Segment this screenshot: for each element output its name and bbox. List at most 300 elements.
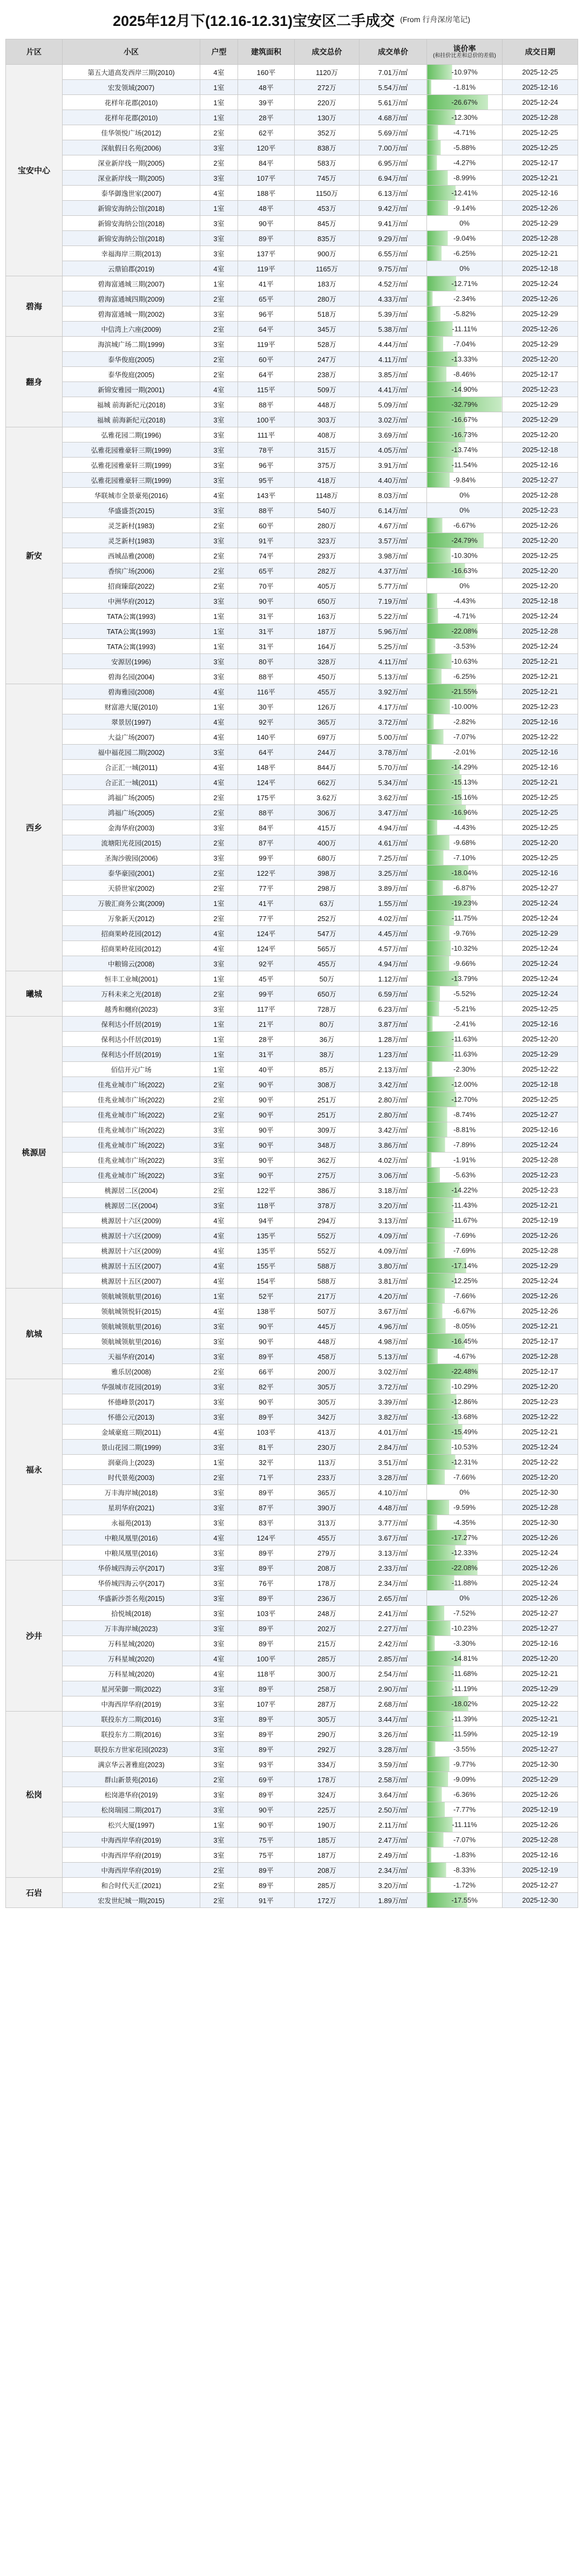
- date-cell: 2025-12-18: [503, 594, 578, 609]
- unit-price-cell: 4.94万/㎡: [360, 820, 427, 835]
- date-cell: 2025-12-26: [503, 1817, 578, 1832]
- table-row: [6, 1364, 578, 1379]
- date-cell: 2025-12-26: [503, 1591, 578, 1606]
- community-cell: 金域豪庭三期(2011): [63, 1425, 200, 1440]
- area-cell: 122平: [238, 1183, 295, 1198]
- layout-cell: 2室: [200, 911, 238, 926]
- table-row: [6, 503, 578, 518]
- total-price-cell: 208万: [295, 1863, 360, 1878]
- total-price-cell: 323万: [295, 533, 360, 548]
- discount-cell: -12.86%: [427, 1394, 503, 1409]
- community-cell: 鸿福广场(2005): [63, 790, 200, 805]
- discount-cell: -3.55%: [427, 1742, 503, 1757]
- total-price-cell: 507万: [295, 1304, 360, 1319]
- area-cell: 94平: [238, 1213, 295, 1228]
- unit-price-cell: 4.05万/㎡: [360, 442, 427, 458]
- date-cell: 2025-12-23: [503, 382, 578, 397]
- table-row: [6, 1198, 578, 1213]
- total-price-cell: 386万: [295, 1183, 360, 1198]
- layout-cell: 3室: [200, 1787, 238, 1802]
- discount-header-note: (和挂价比差和总价的差值): [433, 52, 496, 59]
- total-price-cell: 838万: [295, 140, 360, 155]
- table-row: [6, 1727, 578, 1742]
- discount-cell: -5.63%: [427, 1168, 503, 1183]
- total-price-cell: 280万: [295, 291, 360, 306]
- table-row: [6, 684, 578, 699]
- community-cell: 鸿福广场(2005): [63, 805, 200, 820]
- total-price-cell: 845万: [295, 216, 360, 231]
- unit-price-cell: 5.96万/㎡: [360, 624, 427, 639]
- table-row: [6, 1455, 578, 1470]
- date-cell: 2025-12-19: [503, 1863, 578, 1878]
- total-price-cell: 290万: [295, 1727, 360, 1742]
- discount-cell: -8.99%: [427, 171, 503, 186]
- table-row: [6, 442, 578, 458]
- community-cell: 福中福花园二期(2002): [63, 745, 200, 760]
- discount-cell: -2.82%: [427, 714, 503, 730]
- community-cell: TATA公寓(1993): [63, 609, 200, 624]
- discount-cell: -7.04%: [427, 337, 503, 352]
- community-cell: 中海西岸华府(2019): [63, 1832, 200, 1848]
- total-price-cell: 445万: [295, 1319, 360, 1334]
- layout-cell: 3室: [200, 669, 238, 684]
- table-row: [6, 594, 578, 609]
- discount-cell: -8.05%: [427, 1319, 503, 1334]
- area-cell: 90平: [238, 1394, 295, 1409]
- table-row: [6, 881, 578, 896]
- district-cell: 宝安中心: [6, 65, 63, 276]
- community-cell: 联投东方二期(2016): [63, 1712, 200, 1727]
- area-cell: 93平: [238, 1757, 295, 1772]
- community-cell: 万象新天(2012): [63, 911, 200, 926]
- total-price-cell: 300万: [295, 1666, 360, 1681]
- area-cell: 143平: [238, 488, 295, 503]
- total-price-cell: 190万: [295, 1817, 360, 1832]
- total-price-cell: 50万: [295, 971, 360, 986]
- discount-cell: -7.66%: [427, 1289, 503, 1304]
- unit-price-cell: 4.52万/㎡: [360, 276, 427, 291]
- table-row: [6, 760, 578, 775]
- total-price-cell: 3.62万: [295, 790, 360, 805]
- layout-cell: 2室: [200, 1863, 238, 1878]
- unit-price-cell: 3.69万/㎡: [360, 427, 427, 442]
- date-cell: 2025-12-24: [503, 639, 578, 654]
- unit-price-cell: 2.85万/㎡: [360, 1651, 427, 1666]
- table-row: [6, 458, 578, 473]
- area-cell: 96平: [238, 458, 295, 473]
- unit-price-cell: 6.94万/㎡: [360, 171, 427, 186]
- date-cell: 2025-12-29: [503, 1258, 578, 1273]
- discount-cell: -7.69%: [427, 1243, 503, 1258]
- layout-cell: 4室: [200, 1228, 238, 1243]
- total-price-cell: 745万: [295, 171, 360, 186]
- discount-cell: -10.32%: [427, 941, 503, 956]
- area-cell: 120平: [238, 140, 295, 155]
- area-cell: 89平: [238, 1863, 295, 1878]
- discount-cell: -9.09%: [427, 1772, 503, 1787]
- total-price-cell: 272万: [295, 80, 360, 95]
- area-cell: 71平: [238, 1470, 295, 1485]
- area-cell: 89平: [238, 1560, 295, 1576]
- date-cell: 2025-12-16: [503, 866, 578, 881]
- community-cell: 雅乐居(2008): [63, 1364, 200, 1379]
- community-cell: 泰华俊庭(2005): [63, 367, 200, 382]
- unit-price-cell: 6.55万/㎡: [360, 246, 427, 261]
- date-cell: 2025-12-23: [503, 699, 578, 714]
- unit-price-cell: 3.57万/㎡: [360, 533, 427, 548]
- date-cell: 2025-12-29: [503, 306, 578, 322]
- community-cell: 时代景苑(2003): [63, 1470, 200, 1485]
- total-price-cell: 342万: [295, 1409, 360, 1425]
- community-cell: 宏发世纪城一期(2015): [63, 1893, 200, 1908]
- table-row: [6, 1017, 578, 1032]
- table-row: [6, 730, 578, 745]
- community-cell: 桃源居十五区(2007): [63, 1273, 200, 1289]
- date-cell: 2025-12-21: [503, 775, 578, 790]
- community-cell: 万骏汇商务公寓(2009): [63, 896, 200, 911]
- district-cell: 新安: [6, 427, 63, 684]
- total-price-cell: 233万: [295, 1470, 360, 1485]
- date-cell: 2025-12-27: [503, 881, 578, 896]
- area-cell: 62平: [238, 125, 295, 140]
- layout-cell: 1室: [200, 896, 238, 911]
- date-cell: 2025-12-30: [503, 1757, 578, 1772]
- discount-cell: -7.89%: [427, 1137, 503, 1153]
- community-cell: 安源居(1996): [63, 654, 200, 669]
- layout-cell: 4室: [200, 1651, 238, 1666]
- discount-cell: -9.77%: [427, 1757, 503, 1772]
- discount-cell: -6.36%: [427, 1787, 503, 1802]
- area-cell: 154平: [238, 1273, 295, 1289]
- table-row: [6, 986, 578, 1001]
- community-cell: 香缤广场(2006): [63, 563, 200, 578]
- date-cell: 2025-12-16: [503, 186, 578, 201]
- date-cell: 2025-12-16: [503, 760, 578, 775]
- layout-cell: 4室: [200, 261, 238, 276]
- layout-cell: 3室: [200, 231, 238, 246]
- date-cell: 2025-12-20: [503, 1470, 578, 1485]
- area-cell: 52平: [238, 1289, 295, 1304]
- total-price-cell: 418万: [295, 473, 360, 488]
- community-cell: 灵芝新村(1983): [63, 518, 200, 533]
- date-cell: 2025-12-16: [503, 80, 578, 95]
- discount-cell: -13.79%: [427, 971, 503, 986]
- date-cell: 2025-12-26: [503, 1228, 578, 1243]
- date-cell: 2025-12-18: [503, 1077, 578, 1092]
- layout-cell: 2室: [200, 1107, 238, 1122]
- layout-cell: 4室: [200, 1530, 238, 1545]
- layout-cell: 4室: [200, 775, 238, 790]
- discount-cell: 0%: [427, 578, 503, 594]
- total-price-cell: 334万: [295, 1757, 360, 1772]
- date-cell: 2025-12-24: [503, 1273, 578, 1289]
- discount-cell: 0%: [427, 1485, 503, 1500]
- community-cell: 领航城领航里(2016): [63, 1334, 200, 1349]
- discount-cell: -12.33%: [427, 1545, 503, 1560]
- community-cell: 怀德公元(2013): [63, 1409, 200, 1425]
- unit-price-cell: 5.22万/㎡: [360, 609, 427, 624]
- date-cell: 2025-12-27: [503, 1107, 578, 1122]
- date-cell: 2025-12-21: [503, 1198, 578, 1213]
- table-row: [6, 926, 578, 941]
- total-price-cell: 293万: [295, 548, 360, 563]
- layout-cell: 2室: [200, 805, 238, 820]
- table-row: [6, 246, 578, 261]
- total-price-cell: 38万: [295, 1047, 360, 1062]
- table-row: [6, 1757, 578, 1772]
- total-price-cell: 650万: [295, 986, 360, 1001]
- discount-cell: -9.84%: [427, 473, 503, 488]
- community-cell: 泰华俊庭(2005): [63, 352, 200, 367]
- table-row: [6, 1681, 578, 1696]
- community-cell: 万科星城(2020): [63, 1651, 200, 1666]
- date-cell: 2025-12-30: [503, 1893, 578, 1908]
- layout-cell: 3室: [200, 1122, 238, 1137]
- col-header-layout: 户型: [200, 39, 238, 65]
- layout-cell: 4室: [200, 65, 238, 80]
- discount-cell: -21.55%: [427, 684, 503, 699]
- date-cell: 2025-12-20: [503, 835, 578, 850]
- table-row: [6, 866, 578, 881]
- unit-price-cell: 3.02万/㎡: [360, 412, 427, 427]
- date-cell: 2025-12-22: [503, 1409, 578, 1425]
- layout-cell: 3室: [200, 1334, 238, 1349]
- area-cell: 89平: [238, 1878, 295, 1893]
- discount-cell: -5.82%: [427, 306, 503, 322]
- community-cell: 拾悦城(2018): [63, 1606, 200, 1621]
- table-row: [6, 1848, 578, 1863]
- date-cell: 2025-12-26: [503, 1787, 578, 1802]
- discount-cell: -11.19%: [427, 1681, 503, 1696]
- area-cell: 138平: [238, 1304, 295, 1319]
- date-cell: 2025-12-29: [503, 1681, 578, 1696]
- unit-price-cell: 2.80万/㎡: [360, 1092, 427, 1107]
- layout-cell: 3室: [200, 427, 238, 442]
- unit-price-cell: 4.33万/㎡: [360, 291, 427, 306]
- report-title-text: 2025年12月下(12.16-12.31)宝安区二手成交: [112, 12, 395, 29]
- layout-cell: 4室: [200, 714, 238, 730]
- table-row: [6, 1001, 578, 1017]
- discount-cell: -4.67%: [427, 1349, 503, 1364]
- unit-price-cell: 2.27万/㎡: [360, 1621, 427, 1636]
- community-cell: 松岗港华府(2019): [63, 1787, 200, 1802]
- district-cell: 沙井: [6, 1560, 63, 1712]
- community-cell: 万科星城(2020): [63, 1666, 200, 1681]
- layout-cell: 4室: [200, 1258, 238, 1273]
- unit-price-cell: 3.42万/㎡: [360, 1077, 427, 1092]
- discount-cell: -17.55%: [427, 1893, 503, 1908]
- total-price-cell: 202万: [295, 1621, 360, 1636]
- table-row: [6, 186, 578, 201]
- table-row: [6, 427, 578, 442]
- discount-cell: -6.67%: [427, 518, 503, 533]
- layout-cell: 4室: [200, 1273, 238, 1289]
- table-row: [6, 155, 578, 171]
- total-price-cell: 244万: [295, 745, 360, 760]
- date-cell: 2025-12-24: [503, 1440, 578, 1455]
- unit-price-cell: 3.77万/㎡: [360, 1515, 427, 1530]
- table-row: [6, 1379, 578, 1394]
- discount-cell: -22.08%: [427, 1560, 503, 1576]
- table-row: [6, 1107, 578, 1122]
- community-cell: 永福苑(2013): [63, 1515, 200, 1530]
- date-cell: 2025-12-23: [503, 1394, 578, 1409]
- unit-price-cell: 5.25万/㎡: [360, 639, 427, 654]
- discount-cell: -15.49%: [427, 1425, 503, 1440]
- community-cell: 圣淘沙骏园(2006): [63, 850, 200, 866]
- table-row: [6, 609, 578, 624]
- area-cell: 92平: [238, 714, 295, 730]
- date-cell: 2025-12-24: [503, 956, 578, 971]
- discount-cell: -11.75%: [427, 911, 503, 926]
- date-cell: 2025-12-23: [503, 503, 578, 518]
- total-price-cell: 348万: [295, 1137, 360, 1153]
- unit-price-cell: 2.84万/㎡: [360, 1440, 427, 1455]
- total-price-cell: 275万: [295, 1168, 360, 1183]
- discount-cell: -5.21%: [427, 1001, 503, 1017]
- total-price-cell: 405万: [295, 578, 360, 594]
- area-cell: 89平: [238, 1591, 295, 1606]
- discount-cell: -3.53%: [427, 639, 503, 654]
- district-cell: 航城: [6, 1289, 63, 1379]
- community-cell: TATA公寓(1993): [63, 639, 200, 654]
- total-price-cell: 163万: [295, 609, 360, 624]
- discount-cell: -18.04%: [427, 866, 503, 881]
- table-row: [6, 835, 578, 850]
- area-cell: 100平: [238, 412, 295, 427]
- discount-cell: -4.71%: [427, 125, 503, 140]
- layout-cell: 4室: [200, 760, 238, 775]
- area-cell: 99平: [238, 850, 295, 866]
- table-row: [6, 397, 578, 412]
- area-cell: 119平: [238, 337, 295, 352]
- unit-price-cell: 7.25万/㎡: [360, 850, 427, 866]
- area-cell: 65平: [238, 291, 295, 306]
- discount-cell: -18.02%: [427, 1696, 503, 1712]
- area-cell: 89平: [238, 1727, 295, 1742]
- table-row: [6, 1425, 578, 1440]
- total-price-cell: 308万: [295, 1077, 360, 1092]
- layout-cell: 3室: [200, 1757, 238, 1772]
- unit-price-cell: 3.62万/㎡: [360, 790, 427, 805]
- community-cell: 碧海名园(2004): [63, 669, 200, 684]
- discount-cell: 0%: [427, 488, 503, 503]
- unit-price-cell: 4.44万/㎡: [360, 337, 427, 352]
- layout-cell: 3室: [200, 1591, 238, 1606]
- area-cell: 89平: [238, 1681, 295, 1696]
- unit-price-cell: 2.58万/㎡: [360, 1772, 427, 1787]
- layout-cell: 4室: [200, 1425, 238, 1440]
- layout-cell: 3室: [200, 533, 238, 548]
- date-cell: 2025-12-23: [503, 1168, 578, 1183]
- table-row: [6, 367, 578, 382]
- unit-price-cell: 4.17万/㎡: [360, 699, 427, 714]
- community-cell: 招商果岭花园(2012): [63, 926, 200, 941]
- layout-cell: 1室: [200, 699, 238, 714]
- community-cell: 润豪尚上(2023): [63, 1455, 200, 1470]
- area-cell: 118平: [238, 1198, 295, 1213]
- unit-price-cell: 1.89万/㎡: [360, 1893, 427, 1908]
- discount-cell: -4.27%: [427, 155, 503, 171]
- unit-price-cell: 7.01万/㎡: [360, 65, 427, 80]
- layout-cell: 4室: [200, 1666, 238, 1681]
- col-header-area: 建筑面积: [238, 39, 295, 65]
- table-row: [6, 971, 578, 986]
- area-cell: 124平: [238, 1530, 295, 1545]
- total-price-cell: 287万: [295, 1696, 360, 1712]
- community-cell: 佳兆业城市广场(2022): [63, 1107, 200, 1122]
- district-cell: 桃源居: [6, 1017, 63, 1289]
- area-cell: 124平: [238, 775, 295, 790]
- unit-price-cell: 3.64万/㎡: [360, 1787, 427, 1802]
- community-cell: 华侨城四海云亭(2017): [63, 1576, 200, 1591]
- discount-cell: -2.01%: [427, 745, 503, 760]
- layout-cell: 2室: [200, 1878, 238, 1893]
- discount-cell: 0%: [427, 1591, 503, 1606]
- discount-cell: -5.52%: [427, 986, 503, 1001]
- area-cell: 60平: [238, 352, 295, 367]
- discount-cell: -8.81%: [427, 1122, 503, 1137]
- layout-cell: 3室: [200, 1560, 238, 1576]
- date-cell: 2025-12-21: [503, 171, 578, 186]
- area-cell: 116平: [238, 684, 295, 699]
- date-cell: 2025-12-19: [503, 1802, 578, 1817]
- table-row: [6, 941, 578, 956]
- date-cell: 2025-12-29: [503, 1047, 578, 1062]
- date-cell: 2025-12-26: [503, 322, 578, 337]
- layout-cell: 3室: [200, 1832, 238, 1848]
- table-row: [6, 1062, 578, 1077]
- layout-cell: 3室: [200, 1409, 238, 1425]
- layout-cell: 2室: [200, 125, 238, 140]
- area-cell: 89平: [238, 1742, 295, 1757]
- table-row: [6, 382, 578, 397]
- total-price-cell: 458万: [295, 1349, 360, 1364]
- community-cell: 合正汇一城(2011): [63, 760, 200, 775]
- table-row: [6, 1409, 578, 1425]
- unit-price-cell: 3.67万/㎡: [360, 1304, 427, 1319]
- layout-cell: 1室: [200, 1062, 238, 1077]
- unit-price-cell: 2.50万/㎡: [360, 1802, 427, 1817]
- unit-price-cell: 6.13万/㎡: [360, 186, 427, 201]
- total-price-cell: 164万: [295, 639, 360, 654]
- total-price-cell: 588万: [295, 1258, 360, 1273]
- date-cell: 2025-12-22: [503, 730, 578, 745]
- community-cell: 佳兆业城市广场(2022): [63, 1168, 200, 1183]
- table-row: [6, 1304, 578, 1319]
- area-cell: 65平: [238, 563, 295, 578]
- area-cell: 155平: [238, 1258, 295, 1273]
- total-price-cell: 324万: [295, 1787, 360, 1802]
- discount-cell: -16.96%: [427, 805, 503, 820]
- unit-price-cell: 3.82万/㎡: [360, 1409, 427, 1425]
- unit-price-cell: 4.41万/㎡: [360, 382, 427, 397]
- unit-price-cell: 3.59万/㎡: [360, 1757, 427, 1772]
- table-row: [6, 654, 578, 669]
- discount-cell: -15.16%: [427, 790, 503, 805]
- total-price-cell: 309万: [295, 1122, 360, 1137]
- discount-cell: -1.83%: [427, 1848, 503, 1863]
- table-row: [6, 820, 578, 835]
- date-cell: 2025-12-24: [503, 1576, 578, 1591]
- total-price-cell: 844万: [295, 760, 360, 775]
- table-row: [6, 1863, 578, 1878]
- area-cell: 90平: [238, 1334, 295, 1349]
- discount-cell: 0%: [427, 216, 503, 231]
- area-cell: 75平: [238, 1848, 295, 1863]
- area-cell: 103平: [238, 1606, 295, 1621]
- date-cell: 2025-12-27: [503, 1621, 578, 1636]
